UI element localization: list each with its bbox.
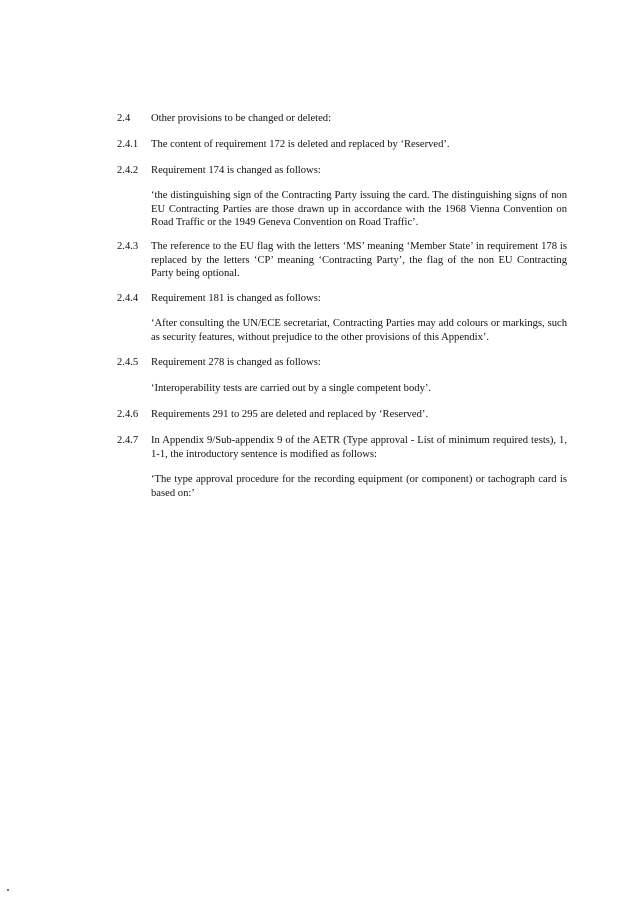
section-text: Other provisions to be changed or deleted: — [151, 113, 332, 124]
section-text: The reference to the EU flag with the letters ‘MS’ meaning ‘Member State’ in requirement 178 is replaced by the letters ‘CP’ meaning ‘Contracting Party’, the flag of the non EU Contracting Party being optional. — [151, 241, 567, 280]
section-2-4-4-quote — [117, 317, 567, 344]
section-2-4-1 — [117, 138, 567, 152]
quoted-requirement: ‘Interoperability tests are carried out by a single competent body’. — [151, 383, 432, 394]
section-2-4-6 — [117, 408, 567, 422]
quoted-requirement: ‘After consulting the UN/ECE secretariat, Contracting Parties may add colours or markings, such as security features, without prejudice to the other provisions of this Appendix’. — [151, 318, 567, 343]
section-number: 2.4.5 — [117, 357, 139, 368]
section-number: 2.4.7 — [117, 435, 139, 446]
section-text: The content of requirement 172 is deleted and replaced by ‘Reserved’. — [151, 139, 450, 150]
section-number: 2.4.4 — [117, 293, 139, 304]
section-text: In Appendix 9/Sub-appendix 9 of the AETR (Type approval - List of minimum required tests), 1, 1-1, the introductory sentence is modified as follows: — [151, 435, 567, 460]
quoted-requirement: ‘The type approval procedure for the recording equipment (or component) or tachograph card is based on:’ — [151, 474, 567, 499]
section-text: Requirement 278 is changed as follows: — [151, 357, 321, 368]
section-2-4-2 — [117, 164, 567, 178]
section-2-4-3 — [117, 240, 567, 281]
section-text: Requirements 291 to 295 are deleted and replaced by ‘Reserved’. — [151, 409, 429, 420]
section-number: 2.4 — [117, 113, 131, 124]
scan-speck — [7, 889, 9, 891]
section-number: 2.4.6 — [117, 409, 139, 420]
section-2-4 — [117, 112, 567, 126]
section-2-4-4 — [117, 292, 567, 306]
section-text: Requirement 174 is changed as follows: — [151, 165, 321, 176]
section-2-4-2-quote — [117, 189, 567, 230]
section-number: 2.4.1 — [117, 139, 139, 150]
section-number: 2.4.2 — [117, 165, 139, 176]
section-2-4-7 — [117, 434, 567, 461]
section-text: Requirement 181 is changed as follows: — [151, 293, 321, 304]
section-number: 2.4.3 — [117, 241, 139, 252]
section-2-4-5-quote — [117, 382, 567, 396]
section-2-4-7-quote — [117, 473, 567, 500]
section-2-4-5 — [117, 356, 567, 370]
quoted-requirement: ‘the distinguishing sign of the Contracting Party issuing the card. The distinguishing signs of non EU Contracting Parties are those drawn up in accordance with the 1968 Vienna Convention on Road Traffic or the 1949 Geneva Convention on Road Traffic’. — [151, 190, 567, 229]
